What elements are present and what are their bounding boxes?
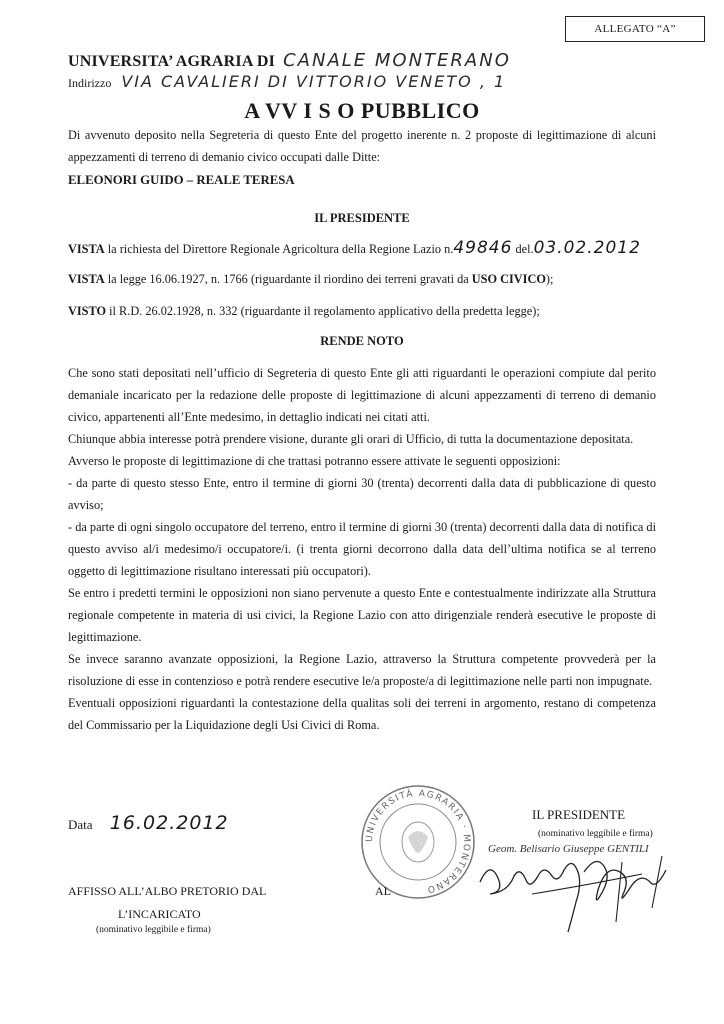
date-handwritten: 16.02.2012 <box>109 812 229 834</box>
visto-rd-1928 <box>68 304 540 319</box>
body-paragraph: - da parte di ogni singolo occupatore del terreno, entro il termine di giorni 30 (trenta) decorrenti dalla data di notifica di questo avviso al/i medesimo/i occupatore/i. (i trenta giorni decorrono dalla data dell’ultima notifica se al terreno oggetto di legittimazione risultano interessati più occupatori). <box>68 520 656 578</box>
president-signature-label: IL PRESIDENTE <box>532 807 626 822</box>
vista-label: VISTA <box>68 272 105 286</box>
rende-noto-heading: RENDE NOTO <box>320 334 404 348</box>
vista-label: VISTA <box>68 242 105 256</box>
body-paragraph: Avverso le proposte di legittimazione di che trattasi potranno essere attivate le seguenti opposizioni: <box>68 454 561 468</box>
university-name-handwritten: CANALE MONTERANO <box>283 50 511 71</box>
university-prefix: UNIVERSITA’ AGRARIA DI <box>68 53 276 70</box>
body-text <box>68 362 656 736</box>
president-signature-sub: (nominativo leggibile e firma) <box>538 829 653 839</box>
allegato-box: ALLEGATO “A” <box>565 16 705 42</box>
body-paragraph: - da parte di questo stesso Ente, entro il termine di giorni 30 (trenta) decorrenti dalla data di pubblicazione di questo avviso; <box>68 476 656 512</box>
vista-text: la richiesta del Direttore Regionale Agricoltura della Regione Lazio n. <box>104 242 454 256</box>
body-paragraph: Che sono stati depositati nell’ufficio di Segreteria di questo Ente gli atti riguardanti le operazioni compiute dal perito demaniale incaricato per la redazione delle proposte di legittimazione di alcuni appezzamenti di terreno di demanio civico, appartenenti all’Ente medesimo, in dettaglio indicati nei citati atti. <box>68 366 656 424</box>
incaricato-sub: (nominativo leggibile e firma) <box>96 925 211 935</box>
intro-paragraph: Di avvenuto deposito nella Segreteria di questo Ente del progetto inerente n. 2 proposte di legittimazione di alcuni appezzamenti di terreno di demanio civico occupati dalle Ditte: <box>68 128 656 164</box>
request-number-handwritten: 49846 <box>453 238 513 258</box>
incaricato-label: L’INCARICATO <box>118 907 201 921</box>
body-paragraph: Se invece saranno avanzate opposizioni, la Regione Lazio, attraverso la Struttura competente provvederà per la risoluzione di esse in contenzioso e potrà rendere esecutive le/a proposte/a di legittimazione nelle parti non impugnate. <box>68 652 656 688</box>
data-label: Data <box>68 817 93 832</box>
body-paragraph: Chiunque abbia interesse potrà prendere visione, durante gli orari di Ufficio, di tutta la documentazione depositata. <box>68 432 634 446</box>
vista-regional-request <box>68 238 641 258</box>
president-heading: IL PRESIDENTE <box>314 211 410 225</box>
al-label: AL <box>375 884 391 898</box>
handwritten-signature <box>472 842 702 932</box>
uso-civico-label: USO CIVICO <box>471 272 546 286</box>
body-paragraph: Eventuali opposizioni riguardanti la contestazione della qualitas soli dei terreni in argomento, restano di competenza del Commissario per la Liquidazione degli Usi Civici di Roma. <box>68 696 656 732</box>
vista-law-text: la legge 16.06.1927, n. 1766 (riguardante il riordino dei terreni gravati da <box>104 272 472 286</box>
visto-text: il R.D. 26.02.1928, n. 332 (riguardante il regolamento applicativo della predetta legge); <box>106 304 540 318</box>
svg-text:UNIVERSITÀ AGRARIA · MONTERANO: UNIVERSITÀ AGRARIA · MONTERANO <box>364 788 472 895</box>
request-date-handwritten: 03.02.2012 <box>533 238 641 258</box>
page-title: A VV I S O PUBBLICO <box>244 98 480 123</box>
university-heading <box>68 50 511 71</box>
address-line <box>68 72 506 91</box>
address-handwritten: VIA CAVALIERI DI VITTORIO VENETO , 1 <box>121 72 507 91</box>
vista-law-1927 <box>68 272 553 287</box>
vista-law-end: ); <box>545 272 554 286</box>
visto-label: VISTO <box>68 304 107 318</box>
affisso-label: AFFISSO ALL’ALBO PRETORIO DAL <box>68 884 267 898</box>
body-paragraph: Se entro i predetti termini le opposizioni non siano pervenute a questo Ente e contestualmente indirizzate alla Struttura regionale competente in materia di usi civici, la Regione Lazio con atto dirigenziale renderà esecutive le proposte di legittimazione. <box>68 586 656 644</box>
address-label: Indirizzo <box>68 76 112 90</box>
occupants-line: ELEONORI GUIDO – REALE TERESA <box>68 173 295 187</box>
del-label: del. <box>512 242 534 256</box>
date-line <box>68 812 229 834</box>
president-name: Geom. Belisario Giuseppe GENTILI <box>488 843 649 855</box>
